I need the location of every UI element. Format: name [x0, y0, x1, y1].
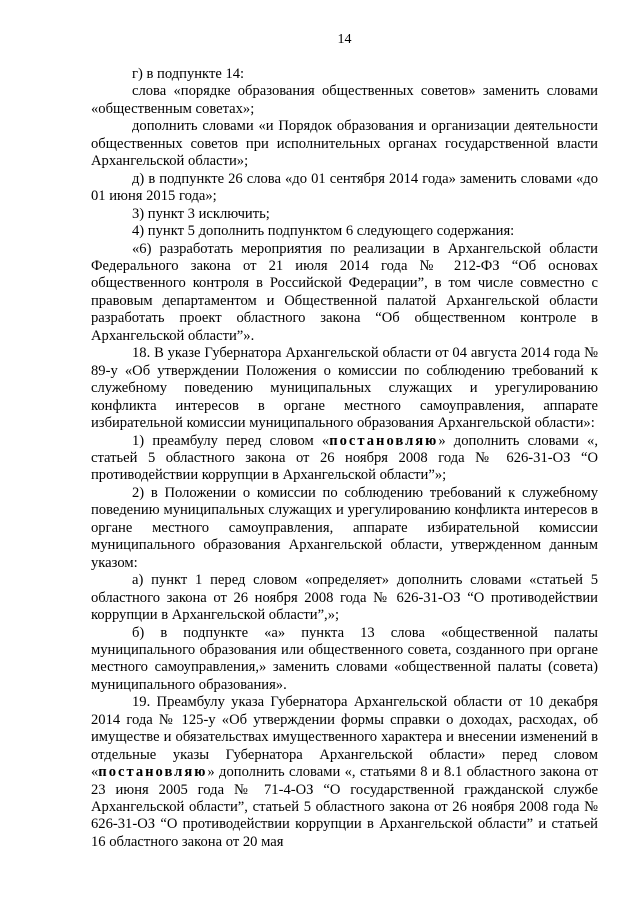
paragraph-12: б) в подпункте «а» пункта 13 слова «общественной палаты муниципального образования или общественного совета, созданного при органе местного самоуправления,» заменить словами «общественной палаты (совета) муниципального образования». — [91, 624, 598, 693]
page-number: 14 — [337, 32, 352, 47]
paragraph-4: д) в подпункте 26 слова «до 01 сентября 2014 года» заменить словами «до 01 июня 2015 года»; — [91, 170, 598, 205]
paragraph-3: дополнить словами «и Порядок образования и организации деятельности общественных советов при исполнительных органах государственной власти Архангельской области»; — [91, 118, 598, 170]
paragraph-13 — [91, 694, 598, 851]
emphasized-word-postanovlyayu: постановляю — [329, 432, 439, 449]
paragraph-5: 3) пункт 3 исключить; — [132, 205, 270, 222]
paragraph-10: 2) в Положении о комиссии по соблюдению требований к служебному поведению муниципальных служащих и урегулированию конфликта интересов в органе местного самоуправления, аппарате избирательной комиссии муниципального образования Архангельской области, утвержденном данным указом: — [91, 484, 598, 571]
paragraph-13-text-b: » дополнить словами «, статьями 8 и 8.1 областного закона от 23 июня 2005 года № 71-4-ОЗ “О государственной гражданской службе Архангельской области”, статьей 5 областного закона от 26 ноября 2008 года № 626-31-ОЗ “О противодействии коррупции в Архангельской области” и статьей 16 областного закона от 20 мая — [91, 764, 598, 850]
paragraph-8: 18. В указе Губернатора Архангельской области от 04 августа 2014 года № 89-у «Об утверждении Положения о комиссии по соблюдению требований к служебному поведению муниципальных служащих и урегулированию конфликта интересов в органе местного самоуправления, аппарате избирательной комиссии муниципального образования Архангельской области»: — [91, 345, 598, 432]
paragraph-11: а) пункт 1 перед словом «определяет» дополнить словами «статьей 5 областного закона от 26 ноября 2008 года № 626-31-ОЗ “О противодействии коррупции в Архангельской области”,»; — [91, 572, 598, 624]
emphasized-word-postanovlyayu: постановляю — [98, 764, 208, 781]
paragraph-1: г) в подпункте 14: — [132, 66, 245, 82]
paragraph-9-text-a: 1) преамбулу перед словом « — [132, 432, 330, 449]
paragraph-7: «6) разработать мероприятия по реализации в Архангельской области Федерального закона от 21 июля 2014 года № 212-ФЗ “Об основах общественного контроля в Российской Федерации”, в том числе совместно с правовым департаментом и Общественной палатой Архангельской области разработать проект областного закона “Об общественном контроле в Архангельской области”». — [91, 240, 598, 344]
paragraph-9-text-b: » дополнить словами «, статьей 5 областного закона от 26 ноября 2008 года № 626-31-ОЗ “О противодействии коррупции в Архангельской области”»; — [91, 432, 598, 484]
paragraph-13-text-a: 19. Преамбулу указа Губернатора Архангельской области от 10 декабря 2014 года № 125-у «Об утверждении формы справки о доходах, расходах, об имуществе и обязательствах имущественного характера и внесении изменений в отдельные указы Губернатора Архангельской области» перед словом « — [91, 694, 598, 781]
paragraph-2: слова «порядке образования общественных советов» заменить словами «общественным советах»; — [91, 83, 598, 117]
paragraph-9 — [91, 433, 598, 485]
paragraph-6: 4) пункт 5 дополнить подпунктом 6 следующего содержания: — [132, 223, 515, 240]
